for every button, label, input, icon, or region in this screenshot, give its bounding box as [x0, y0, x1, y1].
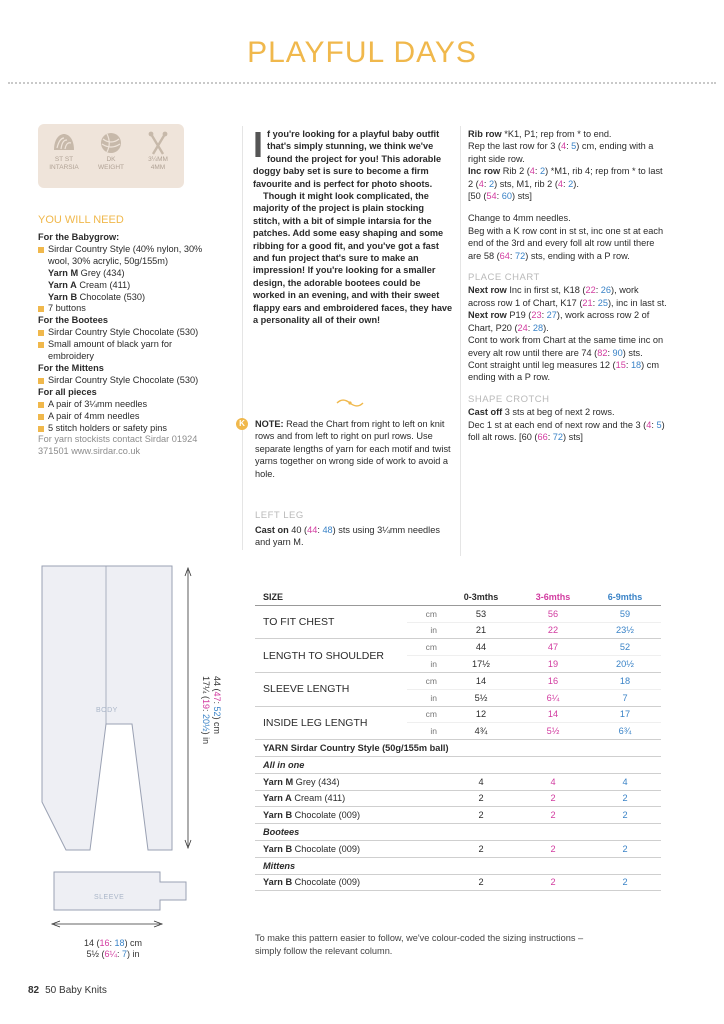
yarn-label: [255, 840, 407, 857]
text-run: ).: [543, 322, 549, 333]
text-run: ), inc in last st.: [607, 297, 667, 308]
intro-paragraph: [253, 124, 453, 190]
text-run: Cont straight until leg measures 12 (: [468, 359, 616, 370]
bootees-heading: For the Bootees: [38, 315, 108, 326]
size-3-header: 6-9mths: [589, 589, 661, 605]
size-2-value: 82: [597, 347, 608, 358]
unit-cell: [407, 773, 445, 790]
text-run: 17¼ (: [201, 676, 211, 700]
table-cell: 2: [445, 874, 517, 891]
list-item: Small amount of black yarn for embroidery: [38, 339, 218, 363]
text-run: ) foll alt rows. [60 (: [468, 419, 665, 442]
project-info-badge: [38, 124, 184, 188]
badge-line: DK: [106, 156, 116, 163]
table-row: [255, 807, 661, 824]
text-run: ) cm: [212, 716, 222, 735]
size-2-value: 54: [486, 191, 497, 202]
table-row: [255, 740, 661, 757]
size-2-value: 6¼: [104, 949, 118, 959]
yarn-name: Yarn B: [263, 843, 293, 854]
text-run: ) *M1, rib 4; rep from * to last 2 (: [468, 166, 663, 189]
sleeve-schematic: [54, 872, 186, 910]
next-row-1: [468, 284, 668, 309]
list-item: Sirdar Country Style Chocolate (530): [38, 327, 218, 339]
text-run: Beg with a K row cont in st st, inc one st at each end of the 3rd and every foll alt row until there are 58 (: [468, 225, 664, 261]
size-2-value: 4: [478, 178, 484, 189]
text-run: :: [212, 701, 222, 707]
text-run: Rep the last row for 3 (: [468, 141, 561, 152]
width-cm: [84, 938, 142, 949]
size-3-value: 5: [571, 141, 577, 152]
spacer: [468, 384, 668, 394]
step-label: Next row: [468, 310, 507, 321]
you-will-need-heading: YOU WILL NEED: [38, 214, 124, 226]
size-3-value: 90: [612, 347, 623, 358]
step-label: Cast off: [468, 407, 503, 418]
column-rule: [460, 126, 461, 556]
text-run: :: [563, 178, 569, 189]
bootees-header: Bootees: [255, 824, 661, 841]
list-item: 5 stitch holders or safety pins: [38, 423, 218, 435]
table-cell: 19: [517, 656, 589, 673]
text-run: :: [527, 322, 533, 333]
stockists-info: For yarn stockists contact Sirdar 01924 371501 www.sirdar.co.uk: [38, 434, 198, 457]
badge-line: 3¼MM: [148, 156, 168, 163]
yarn-name: Yarn B: [263, 810, 293, 821]
size-3-value: 27: [546, 310, 557, 321]
table-cell: 2: [589, 790, 661, 807]
table-row: [255, 857, 661, 874]
intro-paragraph-2: Though it might look complicated, the majority of the project is plain stocking stitch, with a bit of simple intarsia for the patches. Add some easy shaping and some ribbing for a good fit, and you've got a fast and fun project that's sure to make an impression! If you're looking for a smaller design, the adorable bootees could be worked in an evening, and with their sweet flappy ears and embroidered faces, they have a personality all of their own!: [253, 191, 453, 326]
text-run: ) sts using 3¼mm needles and yarn M.: [255, 525, 440, 548]
step-label: Rib row: [468, 129, 502, 139]
change-needles: Change to 4mm needles.: [468, 213, 571, 224]
yarn-skein-icon: [51, 130, 77, 156]
needle-badge: [134, 124, 182, 172]
table-cell: 2: [445, 790, 517, 807]
yarn-name: Yarn A: [263, 793, 292, 804]
repeat-step: [468, 140, 668, 165]
table-row: [255, 790, 661, 807]
table-cell: 18: [589, 672, 661, 689]
inc-row: [468, 165, 668, 190]
yarn-ball-icon: [98, 130, 124, 156]
stitch-count: [468, 190, 668, 202]
yarn-b-line: [38, 292, 218, 304]
size-3-value: 25: [597, 297, 608, 308]
unit-in: in: [407, 723, 445, 740]
dotted-divider: [8, 82, 716, 84]
size-2-value: 4: [557, 178, 564, 189]
text-run: ) sts, M1, rib 2 (: [494, 178, 558, 189]
text-run: 5½ (: [86, 949, 105, 959]
size-2-value: 47: [212, 691, 222, 702]
needles-icon: [145, 130, 171, 156]
size-2-value: 24: [517, 322, 528, 333]
yarn-color: Chocolate (009): [292, 810, 361, 821]
text-run: ) cm: [124, 938, 143, 948]
table-caption: To make this pattern easier to follow, we've colour-coded the sizing instructions – simply follow the relevant column.: [255, 933, 584, 956]
yarn-color: Chocolate (530): [77, 291, 146, 302]
text-run: ) sts]: [511, 191, 532, 202]
table-row: [255, 773, 661, 790]
yarn-label: [255, 807, 407, 824]
list-item: A pair of 3¼mm needles: [38, 399, 218, 411]
size-3-value: 18: [630, 359, 642, 370]
intro-body: f you're looking for a playful baby outfit that's simply stunning, we think we've found the project for you! This adorable doggy baby set is sure to become a firm favourite and is perfect for photo shoots.: [253, 129, 442, 189]
table-row: [255, 605, 661, 622]
note-label: NOTE:: [255, 419, 284, 429]
size-2-value: 21: [582, 297, 593, 308]
unit-cm: cm: [407, 639, 445, 656]
size-3-value: 52: [212, 706, 222, 717]
unit-cm: cm: [407, 706, 445, 723]
yarn-color: Cream (411): [76, 279, 131, 290]
size-2-value: 4: [646, 419, 652, 430]
table-row: [255, 706, 661, 723]
height-cm: [211, 676, 222, 744]
yarn-label: [255, 874, 407, 891]
table-cell: 2: [589, 840, 661, 857]
size-3-value: 2: [568, 178, 574, 189]
next-row-2: [468, 309, 668, 334]
text-run: ) cm, ending with a right side row.: [468, 141, 654, 164]
all-in-one-header: All in one: [255, 756, 661, 773]
unit-in: in: [407, 689, 445, 706]
size-2-value: 15: [615, 359, 626, 370]
unit-cell: [407, 790, 445, 807]
text-run: :: [651, 419, 657, 430]
spacer: [468, 262, 668, 272]
step-label: Cast on: [255, 525, 289, 535]
text-run: :: [117, 949, 123, 959]
text-run: ).: [573, 178, 579, 189]
table-cell: 20½: [589, 656, 661, 673]
text-run: Dec 1 st at each end of next row and the 3 (: [468, 419, 647, 430]
text-run: ) sts.: [622, 347, 643, 358]
size-3-value: 18: [114, 938, 125, 948]
table-cell: 6¼: [517, 689, 589, 706]
table-cell: 2: [517, 840, 589, 857]
table-row: [255, 824, 661, 841]
size-2-value: 19: [201, 699, 211, 710]
text-run: 14 (: [84, 938, 100, 948]
babygrow-heading: For the Babygrow:: [38, 232, 120, 242]
yarn-color: Grey (434): [293, 776, 340, 787]
text-run: :: [534, 166, 541, 177]
pattern-instructions: [468, 128, 668, 443]
list-item: Sirdar Country Style (40% nylon, 30% wool, 30% acrylic, 50g/155m): [38, 244, 218, 268]
badge-line: INTARSIA: [49, 164, 79, 171]
table-cell: 47: [517, 639, 589, 656]
size-2-value: 23: [531, 310, 542, 321]
column-rule: [242, 126, 243, 550]
badge-line: WEIGHT: [98, 164, 124, 171]
sizing-table: [255, 589, 661, 891]
note-text: [255, 418, 455, 480]
spacer: [468, 202, 668, 212]
table-cell: 14: [445, 672, 517, 689]
yarn-section-header: YARN Sirdar Country Style (50g/155m ball): [255, 740, 661, 757]
yarn-m-line: [38, 268, 218, 280]
text-run: 44 (: [212, 676, 222, 692]
measurement-label: SLEEVE LENGTH: [255, 672, 407, 706]
table-row: [255, 756, 661, 773]
unit-cm: cm: [407, 605, 445, 622]
size-3-value: 72: [552, 431, 564, 442]
table-cell: 2: [589, 807, 661, 824]
step-label: Inc row: [468, 166, 501, 177]
unit-cell: [407, 840, 445, 857]
unit-header: [407, 589, 445, 605]
size-3-value: 48: [322, 525, 333, 535]
drop-cap: I: [253, 124, 264, 165]
table-row: [255, 874, 661, 891]
size-table: [255, 589, 661, 891]
sleeve-label: SLEEVE: [94, 894, 125, 901]
materials-list: [38, 232, 218, 458]
text-run: :: [625, 359, 631, 370]
text-run: ) in: [127, 949, 140, 959]
stitch-badge: [40, 124, 88, 172]
table-cell: 2: [517, 807, 589, 824]
shape-crotch-heading: SHAPE CROTCH: [468, 393, 550, 405]
table-cell: 2: [445, 840, 517, 857]
table-cell: 16: [517, 672, 589, 689]
table-cell: 5½: [517, 723, 589, 740]
yarn-name: Yarn A: [48, 279, 77, 290]
note-body: Read the Chart from right to left on knit rows and from left to right on purl rows. Use separate lengths of yarn for each motif and twist yarns together on wrong side of work to avoid a hole.: [255, 419, 451, 479]
straight-step: [468, 359, 668, 384]
mittens-header: Mittens: [255, 857, 661, 874]
text-run: Inc in first st, K18 (: [506, 285, 586, 296]
text-run: ) sts]: [563, 431, 583, 442]
schematic-diagram: [40, 564, 240, 984]
table-cell: 5½: [445, 689, 517, 706]
st-st-step: [468, 225, 668, 262]
page-title: PLAYFUL DAYS: [247, 36, 477, 69]
all-pieces-heading: For all pieces: [38, 386, 97, 397]
k-icon: K: [236, 418, 248, 430]
text-run: :: [607, 347, 613, 358]
weight-badge: [87, 124, 135, 172]
text-run: :: [566, 141, 572, 152]
size-3-value: 2: [488, 178, 495, 189]
text-run: *K1, P1; rep from * to end.: [501, 129, 612, 139]
page-footer: [28, 985, 107, 996]
size-3-value: 28: [532, 322, 544, 333]
table-cell: 14: [517, 706, 589, 723]
list-item: A pair of 4mm needles: [38, 411, 218, 423]
table-cell: 2: [589, 874, 661, 891]
size-3-value: 72: [515, 250, 526, 261]
size-2-value: 64: [499, 250, 510, 261]
width-in: [84, 949, 142, 960]
yarn-color: Cream (411): [291, 793, 346, 804]
cast-off-step: [468, 406, 668, 418]
measurement-label: LENGTH TO SHOULDER: [255, 639, 407, 673]
table-cell: 17: [589, 706, 661, 723]
yarn-color: Chocolate (009): [292, 843, 361, 854]
size-3-value: 20½: [201, 714, 211, 732]
table-cell: 4¾: [445, 723, 517, 740]
yarn-name: Yarn B: [263, 877, 293, 888]
cont-step: [468, 334, 668, 359]
yarn-label: [255, 773, 407, 790]
table-row: [255, 672, 661, 689]
text-run: :: [109, 938, 115, 948]
text-run: :: [541, 310, 547, 321]
left-leg-heading: LEFT LEG: [255, 510, 304, 521]
text-run: :: [201, 709, 211, 715]
text-run: Rib 2 (: [500, 166, 530, 177]
text-run: [50 (: [468, 191, 487, 202]
ornament-divider-icon: [335, 398, 365, 408]
table-cell: 4: [589, 773, 661, 790]
list-item: Sirdar Country Style Chocolate (530): [38, 375, 218, 387]
size-2-value: 66: [537, 431, 548, 442]
text-run: :: [547, 431, 553, 442]
size-3-value: 2: [540, 166, 546, 177]
table-cell: 21: [445, 622, 517, 639]
text-run: 3 sts at beg of next 2 rows.: [502, 407, 615, 418]
table-cell: 17½: [445, 656, 517, 673]
rib-row: [468, 128, 668, 140]
measurement-label: TO FIT CHEST: [255, 605, 407, 639]
table-cell: 6¾: [589, 723, 661, 740]
measurement-label: INSIDE LEG LENGTH: [255, 706, 407, 740]
height-dimension: [200, 676, 222, 744]
table-cell: 2: [517, 874, 589, 891]
place-chart-heading: PLACE CHART: [468, 272, 540, 284]
size-2-value: 4: [529, 166, 535, 177]
table-cell: 12: [445, 706, 517, 723]
unit-cm: cm: [407, 672, 445, 689]
unit-cell: [407, 874, 445, 891]
size-2-value: 4: [560, 141, 567, 152]
yarn-a-line: [38, 280, 218, 292]
size-2-value: 44: [307, 525, 318, 535]
text-run: ) cm ending with a P row.: [468, 359, 660, 383]
text-run: :: [483, 178, 489, 189]
size-3-value: 60: [501, 191, 512, 202]
height-in: [200, 676, 211, 744]
text-run: :: [509, 250, 516, 261]
table-cell: 4: [445, 773, 517, 790]
table-row: [255, 639, 661, 656]
left-leg-text: [255, 524, 455, 549]
text-run: :: [592, 297, 598, 308]
badge-line: 4MM: [150, 164, 166, 171]
yarn-label: [255, 790, 407, 807]
text-run: ), work across row 2 of Chart, P20 (: [468, 310, 650, 333]
yarn-name: Yarn M: [263, 776, 294, 787]
text-run: P19 (: [506, 310, 532, 321]
table-cell: 7: [589, 689, 661, 706]
text-run: Cont to work from Chart at the same time inc on every alt row until there are 74 (: [468, 335, 664, 358]
table-cell: 23½: [589, 622, 661, 639]
text-run: 40 (: [288, 525, 308, 535]
intro-text: [253, 124, 453, 327]
dec-step: [468, 419, 668, 444]
unit-in: in: [407, 656, 445, 673]
yarn-color: Grey (434): [78, 267, 125, 278]
size-3-value: 7: [122, 949, 128, 959]
table-cell: 59: [589, 605, 661, 622]
table-cell: 44: [445, 639, 517, 656]
page-number: 82: [28, 985, 40, 996]
step-label: Next row: [468, 285, 507, 296]
table-cell: 52: [589, 639, 661, 656]
table-cell: 53: [445, 605, 517, 622]
text-run: ) sts, ending with a P row.: [525, 250, 630, 261]
table-cell: 4: [517, 773, 589, 790]
table-cell: 2: [517, 790, 589, 807]
size-3-value: 26: [600, 285, 612, 296]
table-header: [255, 589, 661, 605]
text-run: ), work across row 1 of Chart, K17 (: [468, 285, 639, 308]
yarn-name: Yarn B: [48, 291, 78, 302]
table-cell: 2: [445, 807, 517, 824]
table-cell: 22: [517, 622, 589, 639]
text-run: :: [496, 191, 502, 202]
unit-cell: [407, 807, 445, 824]
body-label: BODY: [96, 707, 118, 714]
width-dimension: [84, 938, 142, 960]
table-row: [255, 840, 661, 857]
size-header: SIZE: [255, 589, 407, 605]
unit-in: in: [407, 622, 445, 639]
badge-line: ST ST: [54, 156, 74, 163]
book-title: 50 Baby Knits: [45, 985, 107, 996]
size-3-value: 5: [656, 419, 662, 430]
text-run: :: [595, 285, 601, 296]
yarn-name: Yarn M: [48, 267, 79, 278]
size-2-header: 3-6mths: [517, 589, 589, 605]
text-run: :: [317, 525, 323, 535]
table-cell: 56: [517, 605, 589, 622]
size-1-header: 0-3mths: [445, 589, 517, 605]
yarn-color: Chocolate (009): [292, 877, 361, 888]
text-run: ) in: [201, 731, 211, 745]
size-2-value: 16: [99, 938, 110, 948]
mittens-heading: For the Mittens: [38, 362, 104, 373]
size-2-value: 22: [585, 285, 596, 296]
list-item: 7 buttons: [38, 303, 218, 315]
